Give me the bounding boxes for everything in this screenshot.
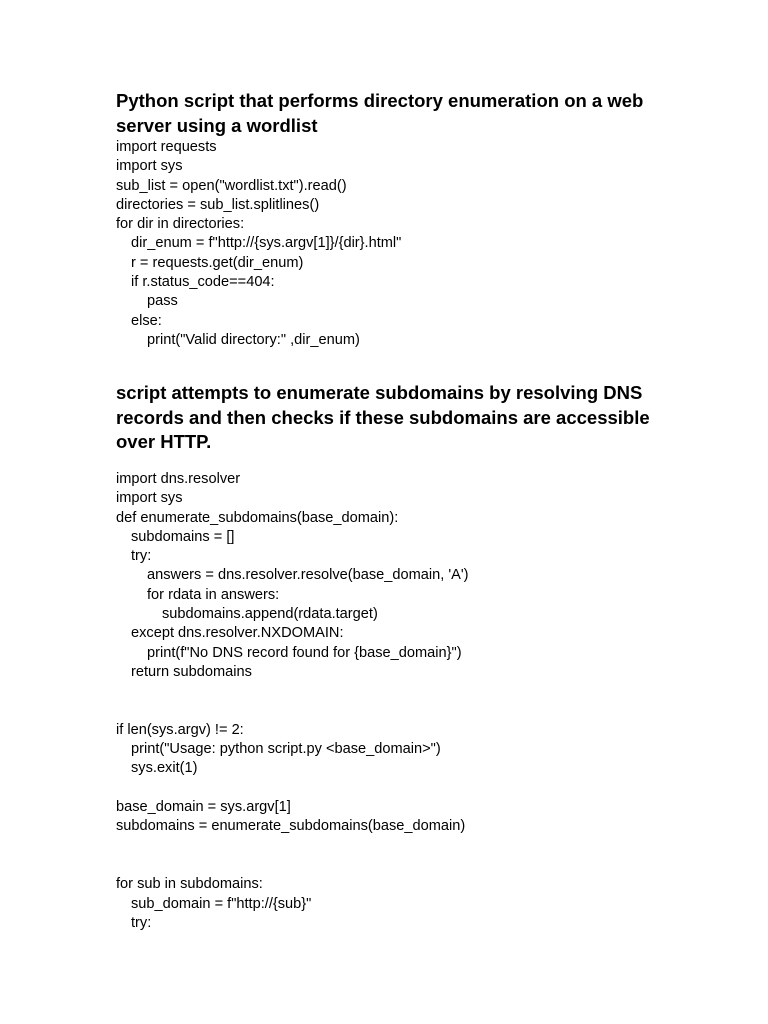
blank-line [116, 779, 469, 798]
code-line: return subdomains [131, 663, 252, 680]
code-line: dir_enum = f"http://{sys.argv[1]}/{dir}.html" [131, 235, 402, 252]
code-line: print(f"No DNS record found for {base_domain}") [147, 644, 462, 661]
code-line: else: [131, 312, 162, 329]
section2-code-block [116, 470, 469, 933]
code-line: try: [131, 914, 152, 931]
code-line: except dns.resolver.NXDOMAIN: [131, 625, 344, 642]
blank-line [116, 702, 469, 721]
section1-heading: Python script that performs directory enumeration on a web server using a wordlist [116, 90, 644, 136]
code-line: import dns.resolver [116, 471, 241, 487]
code-line: directories = sub_list.splitlines() [116, 196, 320, 213]
section1-code-block [116, 138, 401, 350]
code-line: import requests [116, 139, 217, 155]
code-line: answers = dns.resolver.resolve(base_domain, 'A') [147, 567, 469, 584]
code-line: for dir in directories: [116, 216, 245, 233]
code-line: subdomains.append(rdata.target) [162, 606, 378, 623]
code-line: sub_domain = f"http://{sub}" [131, 895, 312, 912]
code-line: subdomains = enumerate_subdomains(base_domain) [116, 818, 466, 835]
code-line: base_domain = sys.argv[1] [116, 799, 291, 816]
blank-line [116, 682, 469, 701]
blank-line [116, 856, 469, 875]
code-line: import sys [116, 158, 183, 175]
code-line: sub_list = open("wordlist.txt").read() [116, 177, 347, 194]
blank-line [116, 837, 469, 856]
code-line: sys.exit(1) [131, 760, 198, 777]
code-line: r = requests.get(dir_enum) [131, 254, 304, 271]
code-line: def enumerate_subdomains(base_domain): [116, 509, 399, 526]
code-line: try: [131, 548, 152, 565]
code-line: if len(sys.argv) != 2: [116, 721, 244, 738]
code-line: for sub in subdomains: [116, 876, 263, 893]
code-line: for rdata in answers: [147, 586, 280, 603]
code-line: import sys [116, 490, 183, 507]
code-line: print("Usage: python script.py <base_domain>") [131, 741, 441, 758]
section2-heading: script attempts to enumerate subdomains by resolving DNS records and then checks if these subdomains are accessible over HTTP. [116, 382, 650, 452]
code-line: if r.status_code==404: [131, 274, 275, 291]
code-line: print("Valid directory:" ,dir_enum) [147, 331, 360, 348]
code-line: pass [147, 293, 178, 310]
code-line: subdomains = [] [131, 528, 235, 545]
